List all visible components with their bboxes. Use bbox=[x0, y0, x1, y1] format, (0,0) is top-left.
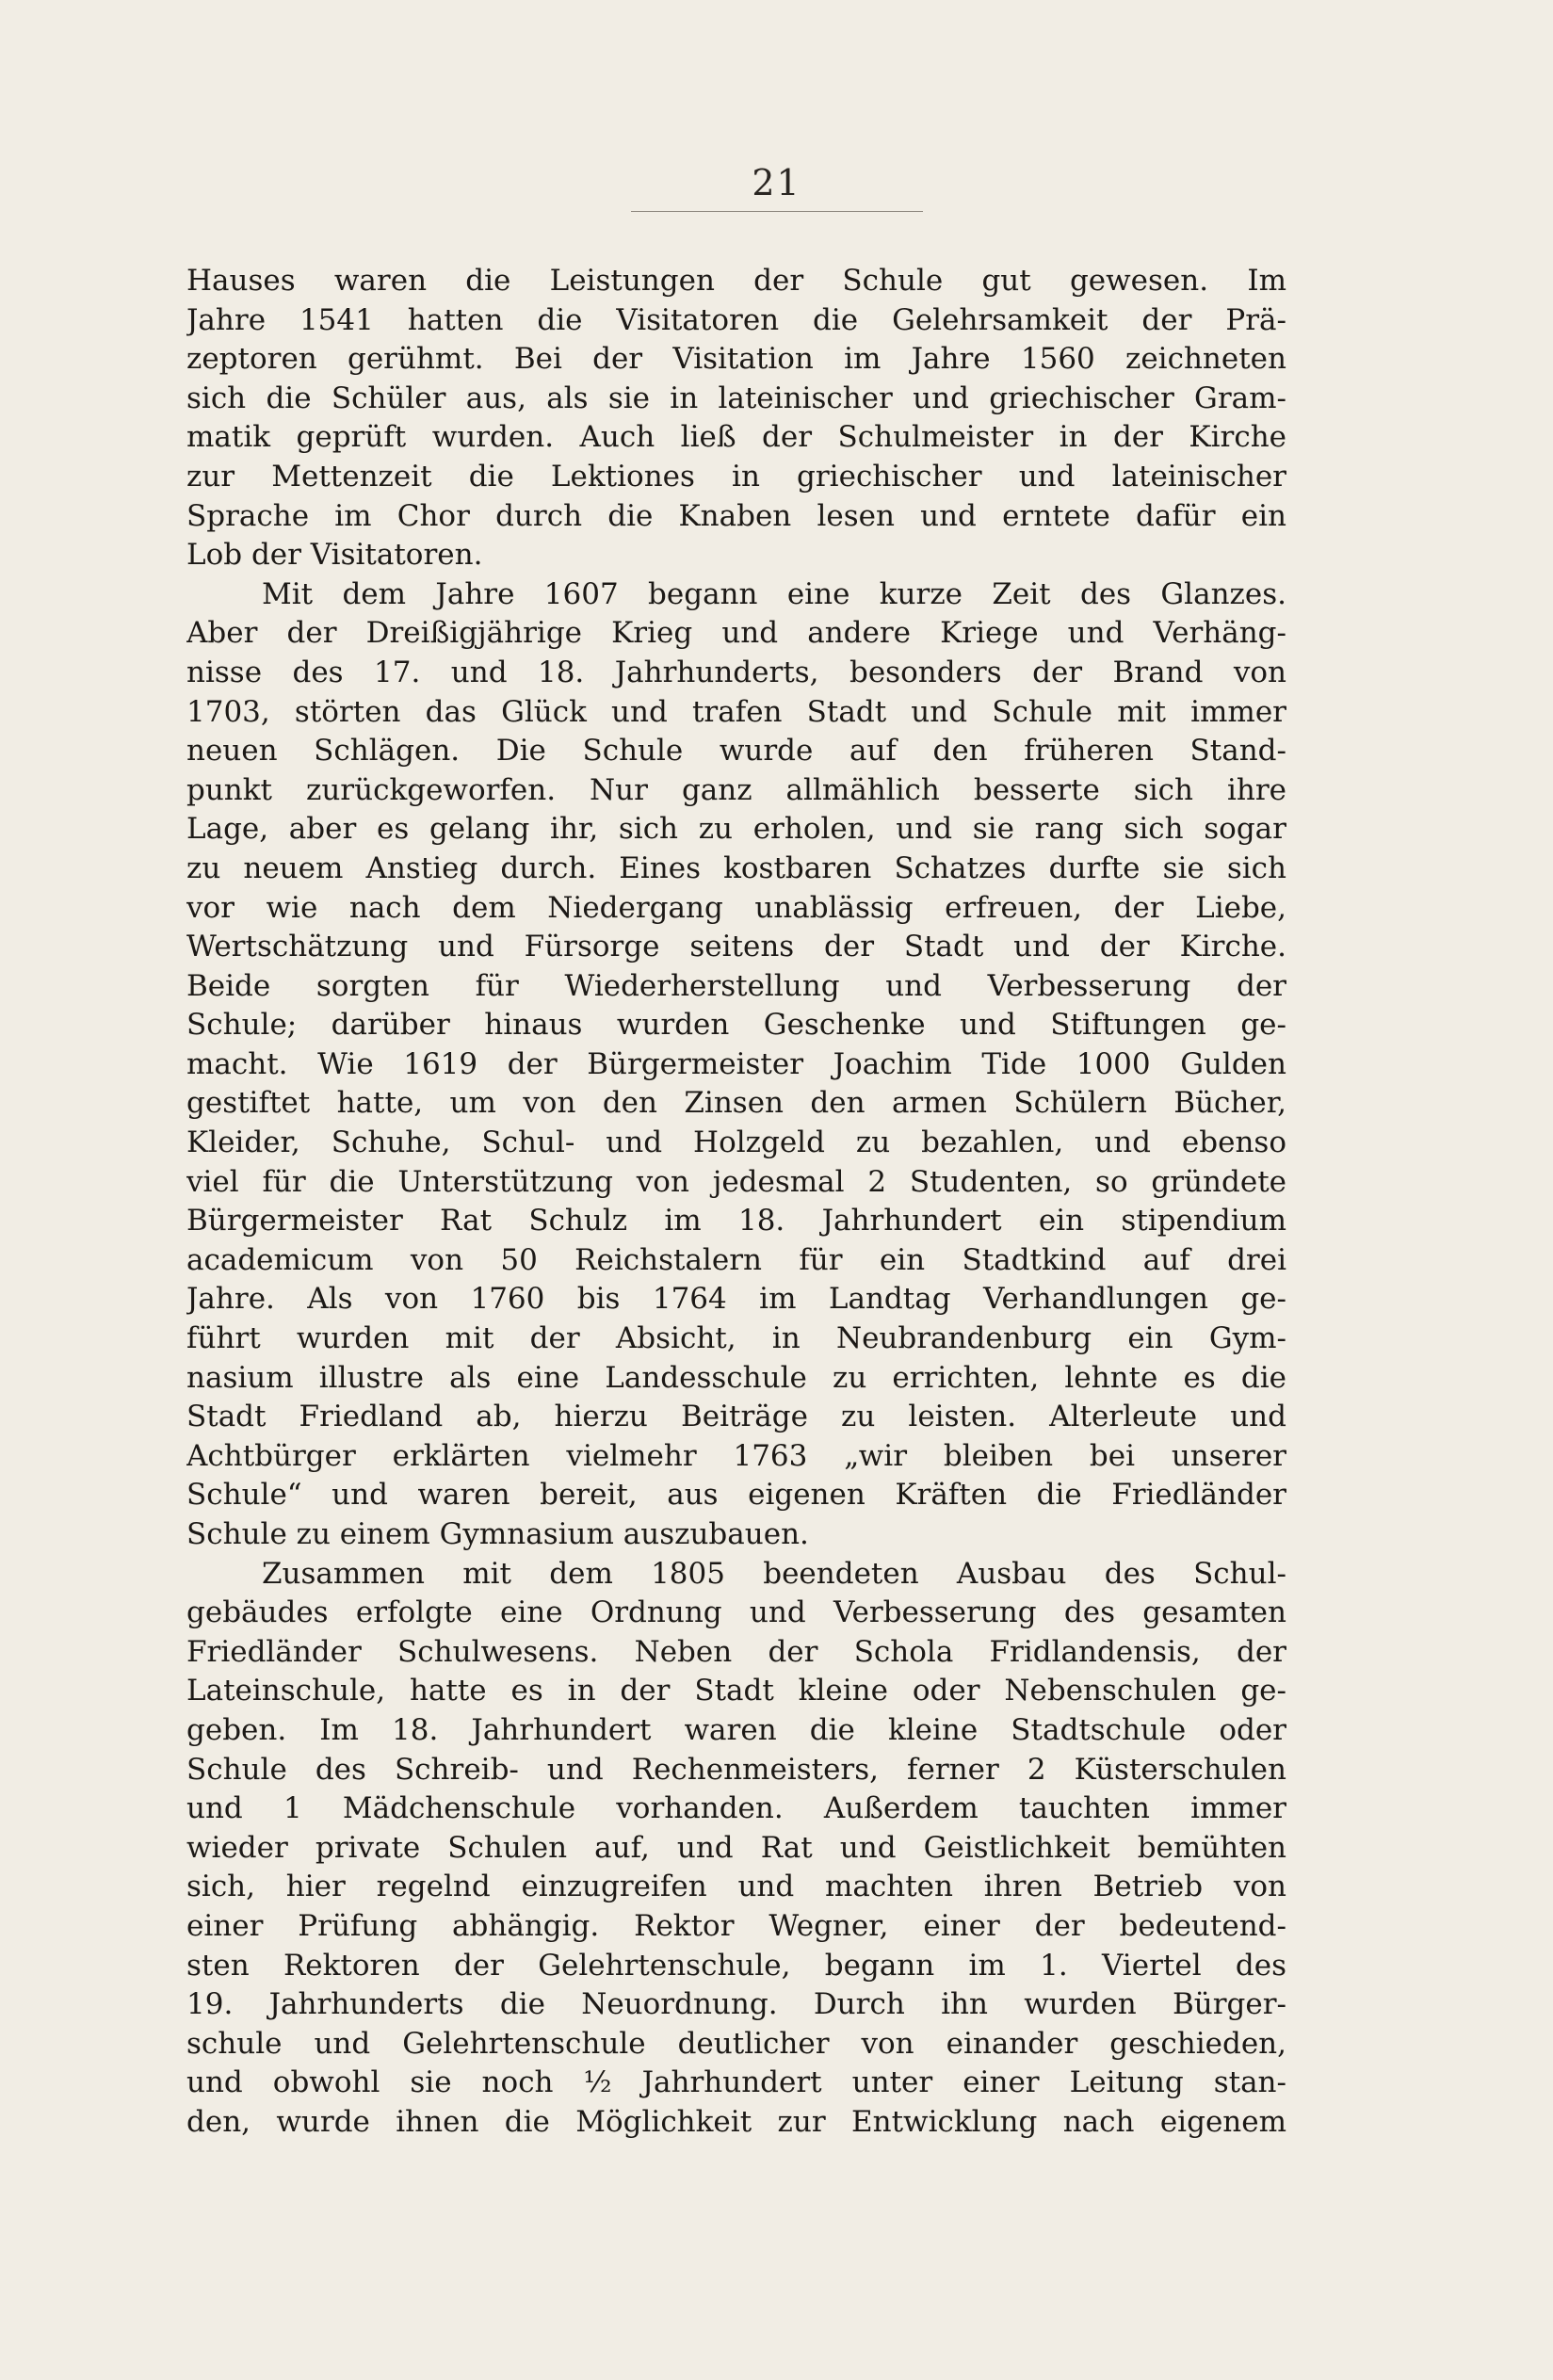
text-line: gebäudes erfolgte eine Ordnung und Verbesserung des gesamten bbox=[186, 1595, 1286, 1630]
text-line: neuen Schlägen. Die Schule wurde auf den früheren Stand- bbox=[186, 734, 1286, 769]
text-line: Lob der Visitatoren. bbox=[186, 538, 483, 573]
text-line: sich die Schüler aus, als sie in lateinischer und griechischer Gram- bbox=[186, 380, 1286, 415]
text-line: zu neuem Anstieg durch. Eines kostbaren Schatzes durfte sie sich bbox=[186, 850, 1286, 885]
text-line: und obwohl sie noch ½ Jahrhundert unter einer Leitung stan- bbox=[186, 2065, 1286, 2100]
body-text bbox=[186, 262, 1286, 2143]
text-line: Aber der Dreißigjährige Krieg und andere Kriege und Verhäng- bbox=[186, 616, 1286, 651]
text-line: macht. Wie 1619 der Bürgermeister Joachim Tide 1000 Gulden bbox=[186, 1046, 1286, 1081]
page-number: 21 bbox=[752, 162, 801, 203]
text-line: einer Prüfung abhängig. Rektor Wegner, einer der bedeutend- bbox=[186, 1908, 1286, 1943]
text-line: gestiftet hatte, um von den Zinsen den armen Schülern Bücher, bbox=[186, 1086, 1286, 1121]
header-rule bbox=[631, 211, 923, 212]
text-line: Achtbürger erklärten vielmehr 1763 „wir bleiben bei unserer bbox=[186, 1438, 1286, 1473]
text-line: Lage, aber es gelang ihr, sich zu erholen, und sie rang sich sogar bbox=[186, 812, 1286, 847]
text-line: Beide sorgten für Wiederherstellung und Verbesserung der bbox=[186, 968, 1286, 1003]
text-line: nisse des 17. und 18. Jahrhunderts, besonders der Brand von bbox=[186, 655, 1286, 689]
text-line: 1703, störten das Glück und trafen Stadt und Schule mit immer bbox=[186, 694, 1286, 729]
text-line: Bürgermeister Rat Schulz im 18. Jahrhundert ein stipendium bbox=[186, 1204, 1286, 1239]
text-line: Schule; darüber hinaus wurden Geschenke und Stiftungen ge- bbox=[186, 1008, 1286, 1043]
text-line: Mit dem Jahre 1607 begann eine kurze Zeit des Glanzes. bbox=[262, 576, 1286, 611]
text-line: sich, hier regelnd einzugreifen und machten ihren Betrieb von bbox=[186, 1870, 1286, 1904]
text-line: 19. Jahrhunderts die Neuordnung. Durch ihn wurden Bürger- bbox=[186, 1987, 1286, 2022]
text-line: Jahre. Als von 1760 bis 1764 im Landtag Verhandlungen ge- bbox=[186, 1282, 1286, 1317]
text-line: wieder private Schulen auf, und Rat und Geistlichkeit bemühten bbox=[186, 1830, 1286, 1865]
text-line: führt wurden mit der Absicht, in Neubrandenburg ein Gym- bbox=[186, 1321, 1286, 1356]
text-line: Schule des Schreib- und Rechenmeisters, ferner 2 Küsterschulen bbox=[186, 1752, 1286, 1787]
text-line: viel für die Unterstützung von jedesmal 2 Studenten, so gründete bbox=[186, 1164, 1286, 1199]
text-line: Lateinschule, hatte es in der Stadt kleine oder Nebenschulen ge- bbox=[186, 1674, 1286, 1708]
text-line: den, wurde ihnen die Möglichkeit zur Entwicklung nach eigenem bbox=[186, 2104, 1286, 2139]
text-line: Jahre 1541 hatten die Visitatoren die Gelehrsamkeit der Prä- bbox=[186, 302, 1286, 337]
text-line: Wertschätzung und Fürsorge seitens der Stadt und der Kirche. bbox=[186, 930, 1286, 964]
text-line: vor wie nach dem Niedergang unablässig erfreuen, der Liebe, bbox=[186, 890, 1286, 925]
text-line: Kleider, Schuhe, Schul- und Holzgeld zu bezahlen, und ebenso bbox=[186, 1125, 1286, 1160]
text-line: sten Rektoren der Gelehrtenschule, begann im 1. Viertel des bbox=[186, 1948, 1286, 1983]
text-line: zeptoren gerühmt. Bei der Visitation im Jahre 1560 zeichneten bbox=[186, 342, 1286, 377]
text-line: Friedländer Schulwesens. Neben der Schola Fridlandensis, der bbox=[186, 1634, 1286, 1669]
text-line: punkt zurückgeworfen. Nur ganz allmählich besserte sich ihre bbox=[186, 772, 1286, 807]
text-line: zur Mettenzeit die Lektiones in griechischer und lateinischer bbox=[186, 459, 1286, 494]
text-line: schule und Gelehrtenschule deutlicher von einander geschieden, bbox=[186, 2026, 1286, 2061]
text-line: academicum von 50 Reichstalern für ein Stadtkind auf drei bbox=[186, 1242, 1286, 1277]
text-line: und 1 Mädchenschule vorhanden. Außerdem tauchten immer bbox=[186, 1791, 1286, 1826]
text-line: Stadt Friedland ab, hierzu Beiträge zu leisten. Alterleute und bbox=[186, 1400, 1286, 1434]
text-line: Sprache im Chor durch die Knaben lesen und erntete dafür ein bbox=[186, 498, 1286, 533]
text-line: Hauses waren die Leistungen der Schule gut gewesen. Im bbox=[186, 264, 1286, 298]
text-line: nasium illustre als eine Landesschule zu errichten, lehnte es die bbox=[186, 1360, 1286, 1395]
text-line: Zusammen mit dem 1805 beendeten Ausbau des Schul- bbox=[262, 1556, 1286, 1591]
text-line: Schule zu einem Gymnasium auszubauen. bbox=[186, 1517, 809, 1551]
text-line: geben. Im 18. Jahrhundert waren die kleine Stadtschule oder bbox=[186, 1712, 1286, 1747]
text-line: matik geprüft wurden. Auch ließ der Schulmeister in der Kirche bbox=[186, 420, 1286, 455]
text-line: Schule“ und waren bereit, aus eigenen Kräften die Friedländer bbox=[186, 1478, 1286, 1513]
